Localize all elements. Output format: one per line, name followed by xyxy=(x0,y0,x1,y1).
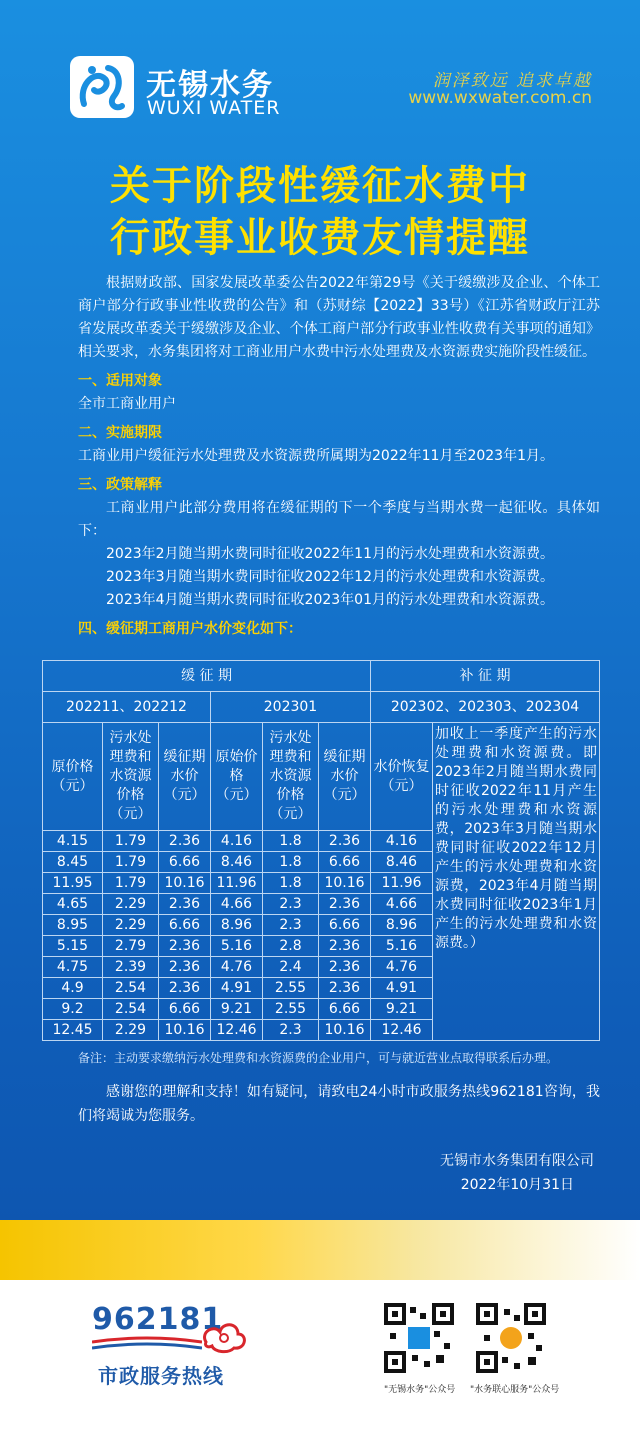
table-cell: 2.36 xyxy=(319,978,371,999)
table-cell: 1.8 xyxy=(263,873,319,894)
brand-slogan: 润泽致远 追求卓越 xyxy=(432,71,592,91)
table-cell: 2.36 xyxy=(319,936,371,957)
col-header-original-price-b: 原始价格（元） xyxy=(211,723,263,831)
period-a-header: 202211、202212 xyxy=(43,692,211,723)
table-cell: 4.76 xyxy=(211,957,263,978)
table-cell: 1.8 xyxy=(263,831,319,852)
table-cell: 4.15 xyxy=(43,831,103,852)
table-cell: 4.66 xyxy=(211,894,263,915)
table-cell: 8.96 xyxy=(211,915,263,936)
table-cell: 2.29 xyxy=(103,894,159,915)
table-cell: 12.46 xyxy=(211,1020,263,1041)
col-header-restored-price: 水价恢复（元） xyxy=(371,723,433,831)
table-cell: 10.16 xyxy=(159,1020,211,1041)
table-cell: 11.96 xyxy=(211,873,263,894)
table-cell: 2.3 xyxy=(263,894,319,915)
table-cell: 4.65 xyxy=(43,894,103,915)
table-cell: 2.79 xyxy=(103,936,159,957)
table-cell: 12.45 xyxy=(43,1020,103,1041)
col-header-fee-b: 污水处理费和水资源价格（元） xyxy=(263,723,319,831)
table-cell: 4.91 xyxy=(371,978,433,999)
table-cell: 4.9 xyxy=(43,978,103,999)
table-cell: 12.46 xyxy=(371,1020,433,1041)
table-cell: 5.16 xyxy=(371,936,433,957)
section-2-title: 二、实施期限 xyxy=(78,425,162,441)
table-cell: 1.79 xyxy=(103,873,159,894)
section-1-title: 一、适用对象 xyxy=(78,373,162,389)
table-cell: 9.21 xyxy=(211,999,263,1020)
table-cell: 6.66 xyxy=(319,915,371,936)
table-cell: 2.55 xyxy=(263,999,319,1020)
section-1-body: 全市工商业用户 xyxy=(78,396,176,412)
table-cell: 5.16 xyxy=(211,936,263,957)
table-cell: 1.79 xyxy=(103,831,159,852)
table-cell: 2.3 xyxy=(263,1020,319,1041)
table-cell: 2.36 xyxy=(159,978,211,999)
table-cell: 1.79 xyxy=(103,852,159,873)
recovery-explanation: 加收上一季度产生的污水处理费和水资源费。即2023年2月随当期水费同时征收2022年11月产生的污水处理费和水资源费，2023年3月随当期水费同时征收2022年12月产生的污水处理费和水资源费，2023年4月随当期水费同时征收2023年1月产生的污水处理费和水资源费。） xyxy=(433,723,600,1041)
title-line-2: 行政事业收费友情提醒 xyxy=(110,214,530,261)
table-cell: 2.36 xyxy=(319,957,371,978)
period-b-header: 202301 xyxy=(211,692,371,723)
table-cell: 2.36 xyxy=(159,831,211,852)
brand-name-en: WUXI WATER xyxy=(147,97,281,119)
swoosh-icon xyxy=(92,1336,202,1354)
page-title xyxy=(0,160,640,264)
table-cell: 2.36 xyxy=(159,894,211,915)
qr-code-icon[interactable] xyxy=(476,1303,546,1373)
table-cell: 2.36 xyxy=(159,957,211,978)
company-name: 无锡市水务集团有限公司 xyxy=(440,1153,594,1169)
table-cell: 6.66 xyxy=(159,915,211,936)
recovery-period-header: 补 征 期 xyxy=(371,661,600,692)
table-cell: 2.36 xyxy=(319,894,371,915)
section-4-title: 四、缓征期工商用户水价变化如下： xyxy=(78,621,302,637)
table-cell: 10.16 xyxy=(159,873,211,894)
qr-caption-2: "水务联心服务"公众号 xyxy=(470,1385,560,1395)
title-line-1: 关于阶段性缓征水费中 xyxy=(110,162,530,209)
section-3-body: 工商业用户此部分费用将在缓征期的下一个季度与当期水费一起征收。具体如下： xyxy=(78,500,600,539)
table-cell: 4.66 xyxy=(371,894,433,915)
decorative-wave xyxy=(0,1220,640,1280)
table-cell: 4.16 xyxy=(211,831,263,852)
intro-paragraph: 根据财政部、国家发展改革委公告2022年第29号《关于缓缴涉及企业、个体工商户部分行政事业性收费的公告》和（苏财综【2022】33号）《江苏省财政厅江苏省发展改革委关于缓缴涉及企业、个体工商户部分行政事业性收费有关事项的通知》相关要求，水务集团将对工商业用户水费中污水处理费及水资源费实施阶段性缓征。 xyxy=(78,275,600,360)
col-header-deferred-price: 缓征期水价（元） xyxy=(159,723,211,831)
notice-body xyxy=(78,272,600,641)
table-cell: 2.54 xyxy=(103,978,159,999)
table-cell: 8.96 xyxy=(371,915,433,936)
col-header-original-price: 原价格（元） xyxy=(43,723,103,831)
table-cell: 8.95 xyxy=(43,915,103,936)
table-cell: 2.29 xyxy=(103,1020,159,1041)
col-header-fee: 污水处理费和水资源价格（元） xyxy=(103,723,159,831)
table-cell: 2.55 xyxy=(263,978,319,999)
thanks-paragraph: 感谢您的理解和支持！如有疑问，请致电24小时市政服务热线962181咨询，我们将竭诚为您服务。 xyxy=(78,1084,600,1124)
table-cell: 10.16 xyxy=(319,1020,371,1041)
table-cell: 2.39 xyxy=(103,957,159,978)
wuxi-water-logo-icon xyxy=(70,56,134,118)
remark-note: 备注：主动要求缴纳污水处理费和水资源费的企业用户，可与就近营业点取得联系后办理。 xyxy=(78,1051,559,1065)
table-cell: 8.45 xyxy=(43,852,103,873)
table-cell: 6.66 xyxy=(159,852,211,873)
header xyxy=(0,0,640,140)
table-cell: 2.36 xyxy=(159,936,211,957)
table-cell: 2.36 xyxy=(319,831,371,852)
table-cell: 9.21 xyxy=(371,999,433,1020)
table-cell: 2.8 xyxy=(263,936,319,957)
qr-code-icon[interactable] xyxy=(384,1303,454,1373)
table-cell: 2.29 xyxy=(103,915,159,936)
section-3-line: 2023年3月随当期水费同时征收2022年12月的污水处理费和水资源费。 xyxy=(106,569,554,585)
table-cell: 2.3 xyxy=(263,915,319,936)
deferral-period-header: 缓 征 期 xyxy=(43,661,371,692)
table-cell: 2.54 xyxy=(103,999,159,1020)
table-cell: 4.75 xyxy=(43,957,103,978)
auspicious-cloud-icon xyxy=(200,1318,248,1354)
section-3-line: 2023年2月随当期水费同时征收2022年11月的污水处理费和水资源费。 xyxy=(106,546,554,562)
section-3-title: 三、政策解释 xyxy=(78,477,162,493)
section-2-body: 工商业用户缓征污水处理费及水资源费所属期为2022年11月至2023年1月。 xyxy=(78,448,554,464)
table-cell: 6.66 xyxy=(319,999,371,1020)
table-cell: 2.4 xyxy=(263,957,319,978)
brand-name: 无锡水务 xyxy=(146,68,274,103)
period-c-header: 202302、202303、202304 xyxy=(371,692,600,723)
table-cell: 4.16 xyxy=(371,831,433,852)
table-cell: 11.96 xyxy=(371,873,433,894)
table-cell: 9.2 xyxy=(43,999,103,1020)
table-cell: 6.66 xyxy=(319,852,371,873)
col-header-deferred-price-b: 缓征期水价（元） xyxy=(319,723,371,831)
table-cell: 8.46 xyxy=(371,852,433,873)
table-cell: 5.15 xyxy=(43,936,103,957)
table-cell: 1.8 xyxy=(263,852,319,873)
hotline-number[interactable]: 962181 xyxy=(92,1302,224,1337)
table-cell: 11.95 xyxy=(43,873,103,894)
qr-caption-1: "无锡水务"公众号 xyxy=(384,1385,456,1395)
section-3-line: 2023年4月随当期水费同时征收2023年01月的污水处理费和水资源费。 xyxy=(106,592,554,608)
table-cell: 4.76 xyxy=(371,957,433,978)
issue-date: 2022年10月31日 xyxy=(460,1177,574,1193)
price-table xyxy=(42,660,600,1041)
table-cell: 4.91 xyxy=(211,978,263,999)
table-cell: 6.66 xyxy=(159,999,211,1020)
table-cell: 8.46 xyxy=(211,852,263,873)
hotline-label: 市政服务热线 xyxy=(98,1364,224,1388)
table-cell: 10.16 xyxy=(319,873,371,894)
website-link[interactable]: www.wxwater.com.cn xyxy=(408,88,592,108)
